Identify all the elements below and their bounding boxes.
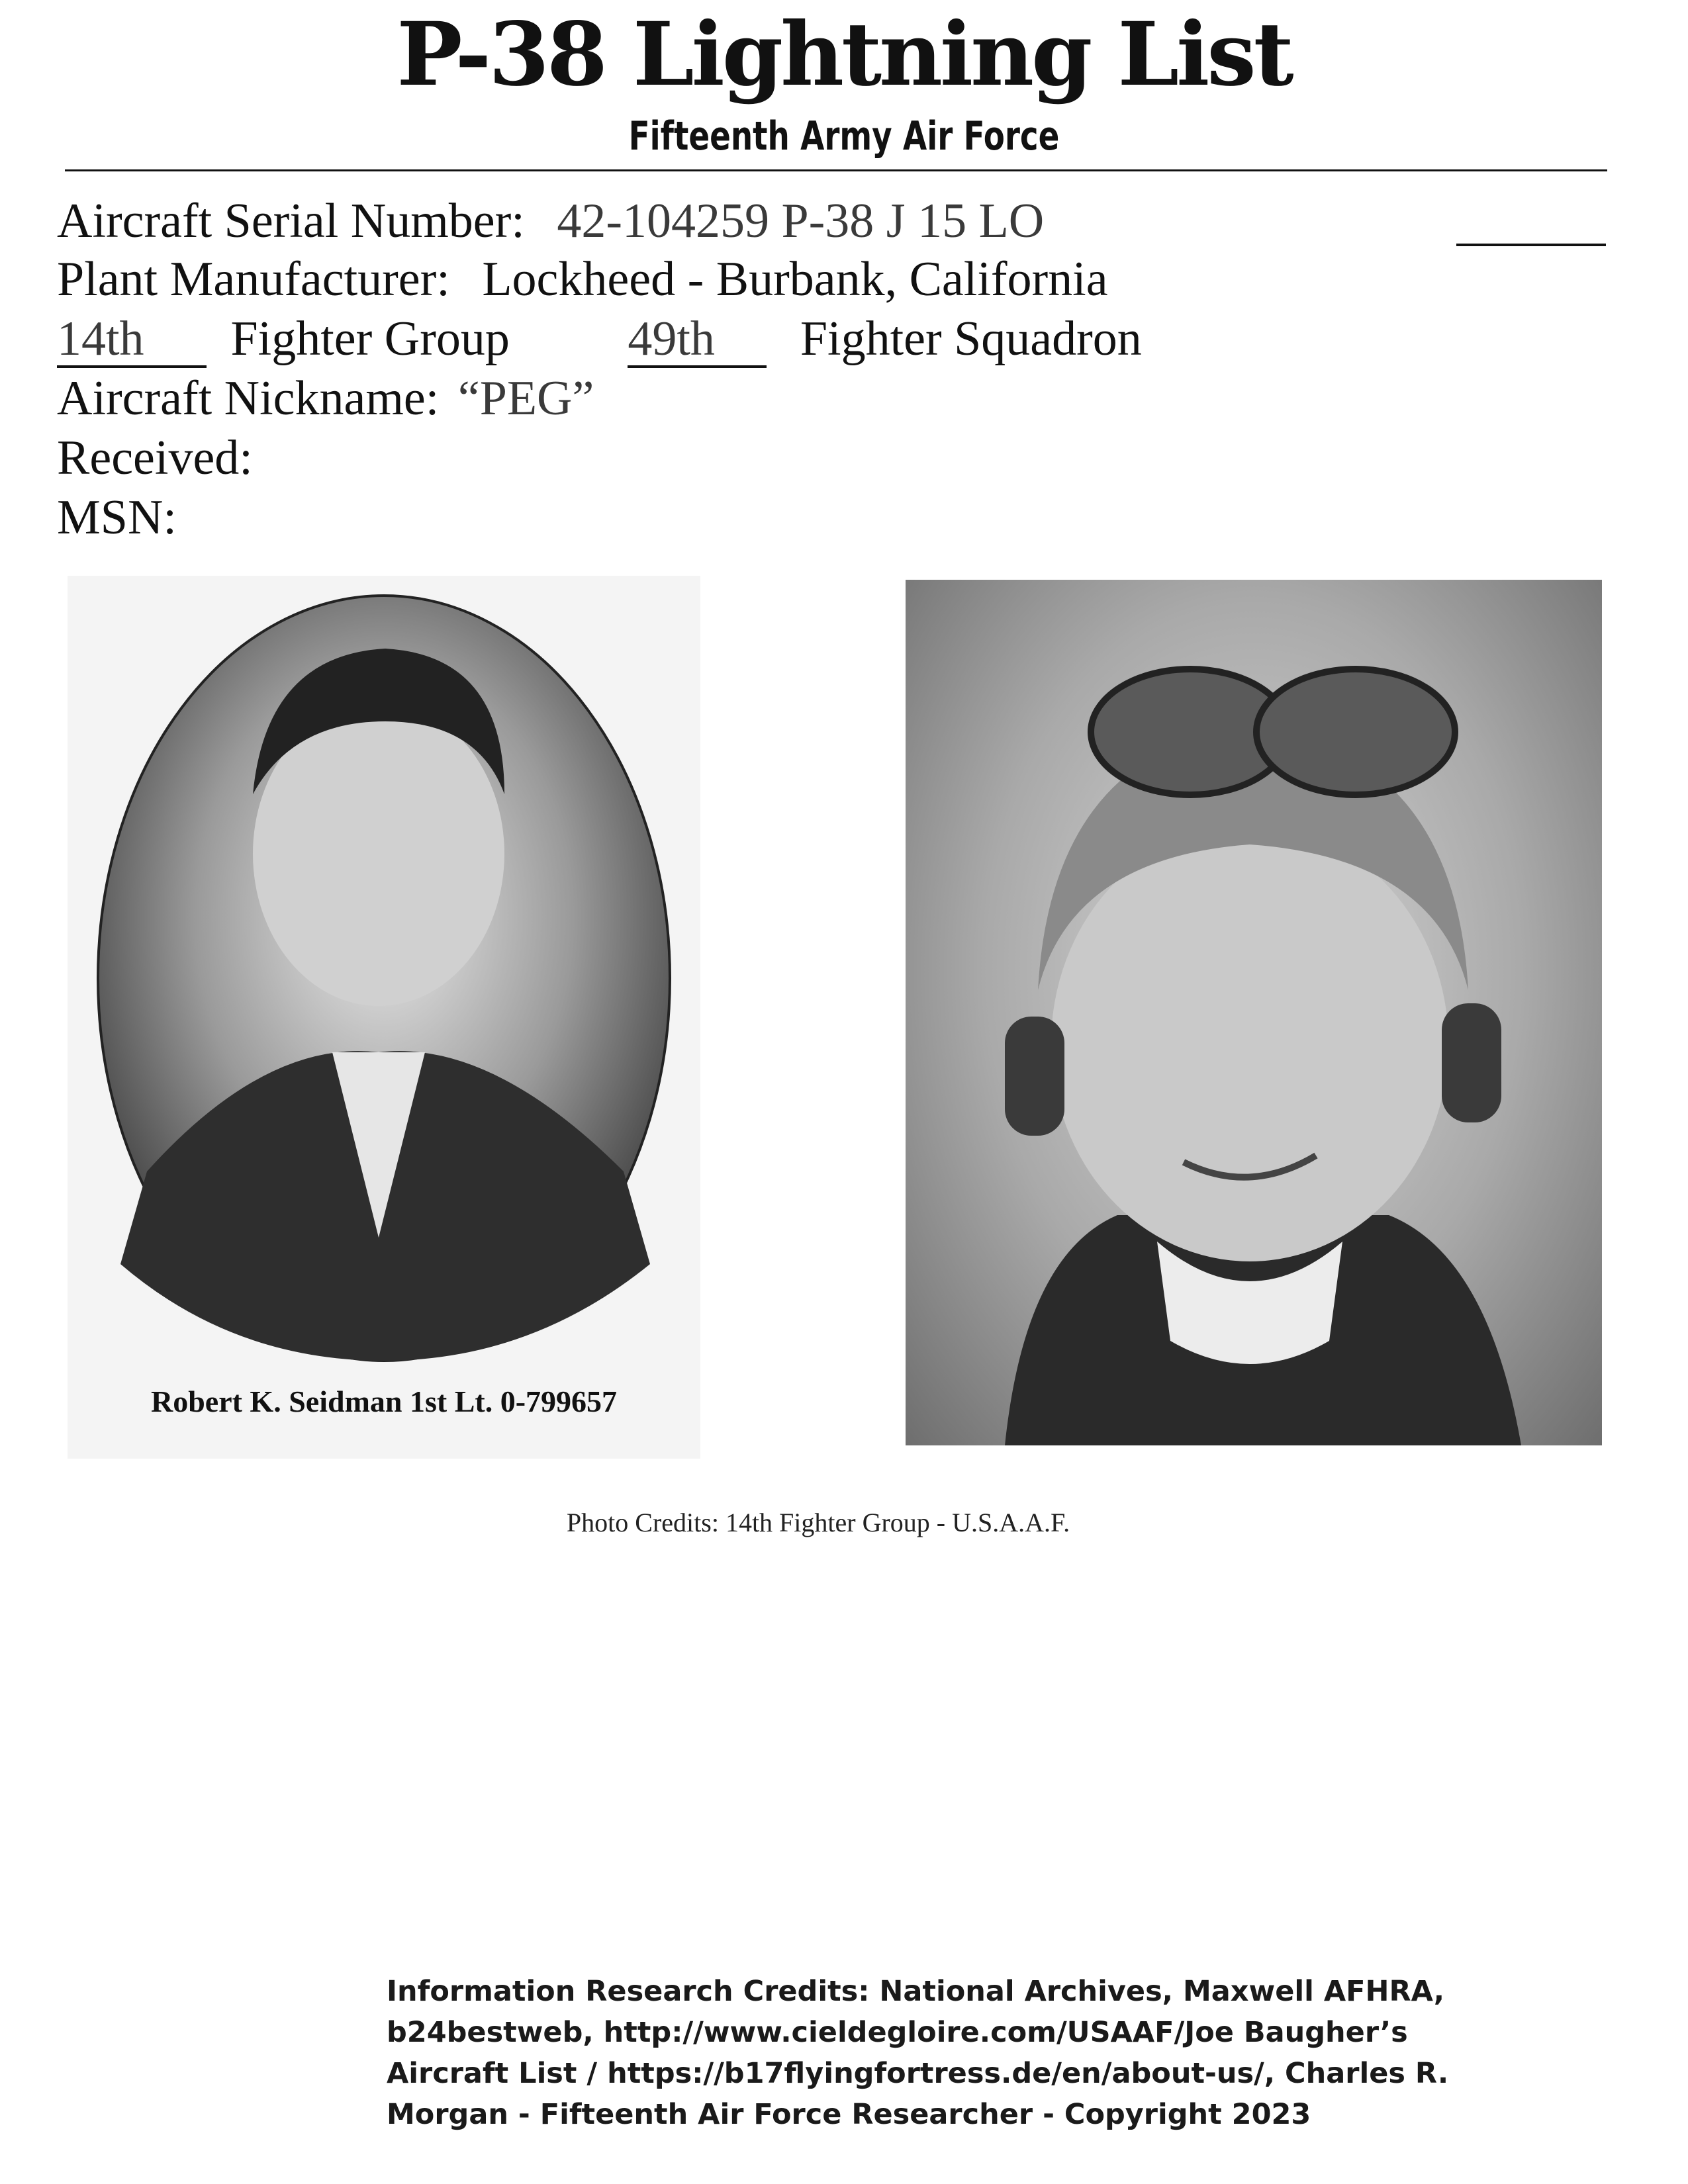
pilot-portrait-oval-icon	[68, 576, 700, 1459]
header-divider	[65, 169, 1607, 171]
nickname-row	[57, 369, 594, 428]
pilot-helmet-portrait-icon	[906, 580, 1602, 1445]
serial-number-label: Aircraft Serial Number:	[57, 194, 525, 248]
fighter-group-value: 14th	[57, 312, 207, 368]
msn-label: MSN:	[57, 490, 177, 545]
research-credit-line: Aircraft List / https://b17flyingfortress.de/en/about-us/, Charles R.	[387, 2057, 1449, 2090]
photo-credits: Photo Credits: 14th Fighter Group - U.S.A.A.F.	[566, 1508, 1070, 1537]
pilot-flight-helmet-photo	[906, 580, 1602, 1445]
group-squadron-row	[57, 310, 1142, 368]
research-credit-line: Information Research Credits: National Archives, Maxwell AFHRA,	[387, 1975, 1445, 2008]
research-credit-line: Morgan - Fifteenth Air Force Researcher - Copyright 2023	[387, 2098, 1311, 2131]
manufacturer-value: Lockheed - Burbank, California	[482, 252, 1108, 306]
fighter-group-label: Fighter Group	[230, 312, 510, 366]
manufacturer-row	[57, 250, 1108, 308]
serial-blank-line	[1456, 244, 1606, 246]
fighter-squadron-label: Fighter Squadron	[800, 312, 1142, 366]
pilot-portrait-oval-photo	[68, 576, 700, 1459]
research-credit-line: b24bestweb, http://www.cieldegloire.com/USAAF/Joe Baugher’s	[387, 2016, 1408, 2049]
nickname-label: Aircraft Nickname:	[57, 371, 440, 426]
page-title: P-38 Lightning List	[397, 3, 1291, 106]
research-credits	[387, 1971, 1449, 2135]
page-subtitle: Fifteenth Army Air Force	[628, 113, 1060, 159]
nickname-value: “PEG”	[457, 371, 594, 426]
pilot-caption: Robert K. Seidman 1st Lt. 0-799657	[150, 1385, 618, 1418]
received-label: Received:	[57, 431, 253, 485]
manufacturer-label: Plant Manufacturer:	[57, 252, 450, 306]
serial-number-value: 42-104259 P-38 J 15 LO	[557, 194, 1045, 248]
fighter-squadron-value: 49th	[628, 312, 767, 368]
serial-number-row	[57, 192, 1044, 250]
